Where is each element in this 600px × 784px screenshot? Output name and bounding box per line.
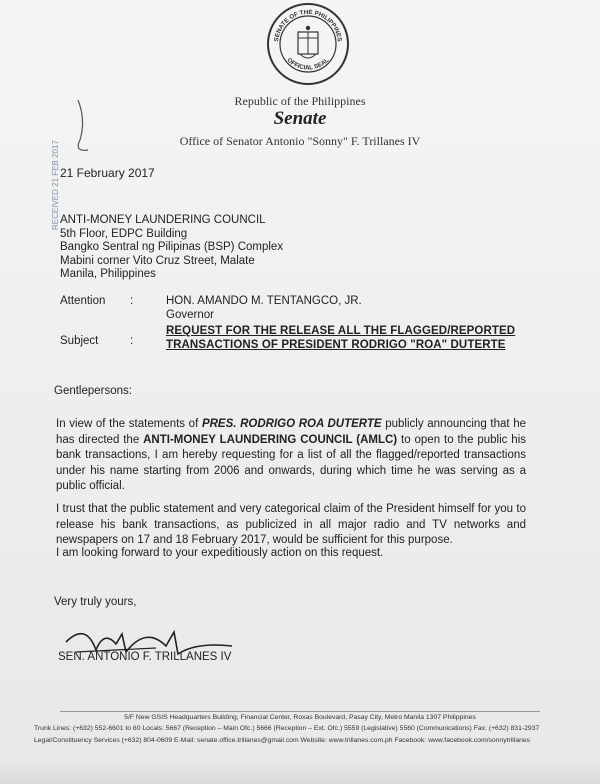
received-stamp-text: RECEIVED 21 FEB 2017 xyxy=(51,140,60,230)
footer-phones: Trunk Lines: (+632) 552-6601 to 80 Locals: 5667 (Reception – Main Ofc.) 5666 (Reception – Ext. Ofc.) 5559 (Legislative) 5560 (Communications) Fax: (+632) 831-2937 xyxy=(34,725,540,732)
attention-value xyxy=(166,295,362,322)
attention-name: HON. AMANDO M. TENTANGCO, JR. xyxy=(166,295,362,307)
p1-text: to open to the public his bank transactions, I am hereby requesting for a list of all the flagged/reported transactions under his name starting from 2006 and onwards, during which time he was serving as a public official. xyxy=(56,433,526,492)
subject-colon: : xyxy=(130,335,134,347)
recipient-line: Mabini corner Vito Cruz Street, Malate xyxy=(60,254,255,267)
subject-label: Subject xyxy=(60,335,99,347)
footer-address: 5/F New GSIS Headquarters Building, Financial Center, Roxas Boulevard, Pasay City, Metro Manila 1307 Philippines xyxy=(124,714,476,721)
body-paragraph-1 xyxy=(56,417,526,495)
attention-label: Attention xyxy=(60,295,106,307)
letter-date: 21 February 2017 xyxy=(60,166,155,180)
senate-seal-icon xyxy=(266,2,350,86)
subject-line-1: REQUEST FOR THE RELEASE ALL THE FLAGGED/REPORTED xyxy=(166,325,516,337)
p1-amlc: ANTI-MONEY LAUNDERING COUNCIL (AMLC) xyxy=(143,433,398,446)
attention-title: Governor xyxy=(166,308,214,321)
signature-image xyxy=(56,612,236,672)
republic-heading: Republic of the Philippines xyxy=(234,94,366,108)
footer-contacts: Legal/Constituency Services (+632) 804-0609 E-Mail: senate.office.trillanes@gmail.com Website: www.trillanes.com.ph Facebook: www.facebook.com/sonnytrillanes xyxy=(34,737,531,744)
p1-text: In view of the statements of xyxy=(56,418,202,430)
footer-divider xyxy=(60,711,540,712)
salutation: Gentlepersons: xyxy=(54,385,132,397)
recipient-line: 5th Floor, EDPC Building xyxy=(60,227,188,240)
p1-text: publicly announcing that he has directed the xyxy=(56,418,527,446)
seal-text-bottom: OFFICIAL SEAL xyxy=(285,56,331,72)
closing: Very truly yours, xyxy=(54,596,137,608)
recipient-line: Manila, Philippines xyxy=(60,268,156,281)
page-shadow xyxy=(0,760,600,784)
svg-text:OFFICIAL SEAL xyxy=(286,57,331,72)
office-heading: Office of Senator Antonio "Sonny" F. Trillanes IV xyxy=(179,134,421,148)
recipient-line: Bangko Sentral ng Pilipinas (BSP) Complex xyxy=(60,241,284,254)
senate-heading: Senate xyxy=(273,108,327,129)
subject-line-2: TRANSACTIONS OF PRESIDENT RODRIGO "ROA" DUTERTE xyxy=(166,339,506,351)
signatory-name: SEN. ANTONIO F. TRILLANES IV xyxy=(58,651,232,663)
body-paragraph-2: I trust that the public statement and very categorical claim of the President himself for you to release his bank transactions, as publicized in all major radio and TV networks and newspapers on 17 and 18 February 2017, would be sufficient for this purpose. xyxy=(56,503,526,546)
seal-text-top: SENATE OF THE PHILIPPINES xyxy=(273,8,343,43)
subject-value xyxy=(166,324,515,352)
recipient-address xyxy=(60,214,283,282)
body-paragraph-3: I am looking forward to your expeditiously action on this request. xyxy=(56,547,384,559)
recipient-org: ANTI-MONEY LAUNDERING COUNCIL xyxy=(60,214,266,226)
p1-president: PRES. RODRIGO ROA DUTERTE xyxy=(201,418,382,430)
attention-colon: : xyxy=(130,295,134,307)
